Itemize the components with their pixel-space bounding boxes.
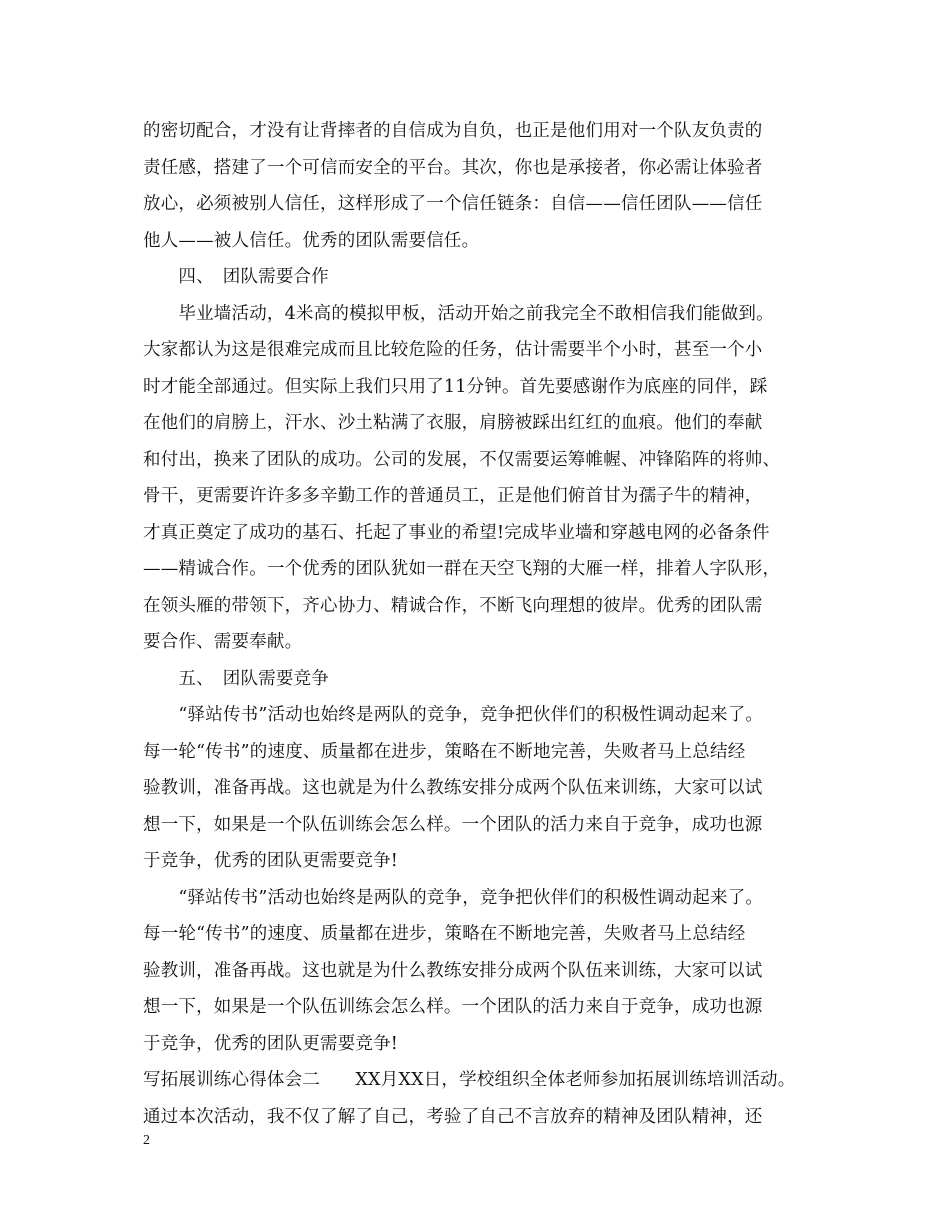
text-line: 要合作、需要奉献。: [143, 632, 303, 652]
text-line: 时才能全部通过。但实际上我们只用了11分钟。首先要感谢作为底座的同伴，踩: [143, 376, 768, 397]
text-line: 在他们的肩膀上，汗水、沙土粘满了衣服，肩膀被踩出红红的血痕。他们的奉献: [143, 413, 763, 433]
text-line: 验教训，准备再战。这也就是为什么教练安排分成两个队伍来训练，大家可以试: [143, 960, 763, 981]
text-line: 每一轮“传书”的速度、质量都在进步，策略在不断地完善，失败者马上总结经: [143, 924, 746, 944]
text-line: 放心，必须被别人信任，这样形成了一个信任链条：自信——信任团队——信任: [143, 194, 763, 214]
text-line: 五、 团队需要竞争: [143, 668, 329, 689]
text-line: 四、 团队需要合作: [143, 267, 329, 287]
text-line: 毕业墙活动，4米高的模拟甲板，活动开始之前我完全不敢相信我们能做到。: [143, 303, 774, 324]
text-line: 想一下，如果是一个队伍训练会怎么样。一个团队的活力来自于竞争，成功也源: [143, 997, 763, 1017]
page-number: 2: [143, 1133, 150, 1148]
text-line: ——精诚合作。一个优秀的团队犹如一群在天空飞翔的大雁一样，排着人字队形，: [143, 559, 781, 579]
text-line: “驿站传书”活动也始终是两队的竞争，竞争把伙伴们的积极性调动起来了。: [143, 705, 764, 725]
text-line: 他人——被人信任。优秀的团队需要信任。: [143, 230, 480, 251]
text-line: 大家都认为这是很难完成而且比较危险的任务，估计需要半个小时，甚至一个小: [143, 340, 763, 360]
text-line: 才真正奠定了成功的基石、托起了事业的希望!完成毕业墙和穿越电网的必备条件: [143, 522, 770, 543]
text-line: 责任感，搭建了一个可信而安全的平台。其次，你也是承接者，你必需让体验者: [143, 157, 763, 178]
text-line: 于竞争，优秀的团队更需要竞争!: [143, 851, 399, 871]
text-line: 通过本次活动，我不仅了解了自己，考验了自己不言放弃的精神及团队精神，还: [143, 1106, 763, 1127]
text-line: 骨干，更需要许许多多辛勤工作的普通员工，正是他们俯首甘为孺子牛的精神，: [143, 486, 763, 506]
text-line: 想一下，如果是一个队伍训练会怎么样。一个团队的活力来自于竞争，成功也源: [143, 814, 763, 835]
text-line: 验教训，准备再战。这也就是为什么教练安排分成两个队伍来训练，大家可以试: [143, 778, 763, 798]
text-line: 在领头雁的带领下，齐心协力、精诚合作，不断飞向理想的彼岸。优秀的团队需: [143, 595, 763, 616]
text-line: 写拓展训练心得体会二 XX月XX日，学校组织全体老师参加拓展训练培训活动。: [143, 1070, 796, 1090]
text-line: 的密切配合，才没有让背摔者的自信成为自负，也正是他们用对一个队友负责的: [143, 121, 763, 141]
text-line: 和付出，换来了团队的成功。公司的发展，不仅需要运筹帷幄、冲锋陷阵的将帅、: [143, 449, 781, 470]
text-line: 每一轮“传书”的速度、质量都在进步，策略在不断地完善，失败者马上总结经: [143, 741, 746, 762]
text-line: 于竞争，优秀的团队更需要竞争!: [143, 1033, 399, 1054]
text-line: “驿站传书”活动也始终是两队的竞争，竞争把伙伴们的积极性调动起来了。: [143, 887, 764, 908]
